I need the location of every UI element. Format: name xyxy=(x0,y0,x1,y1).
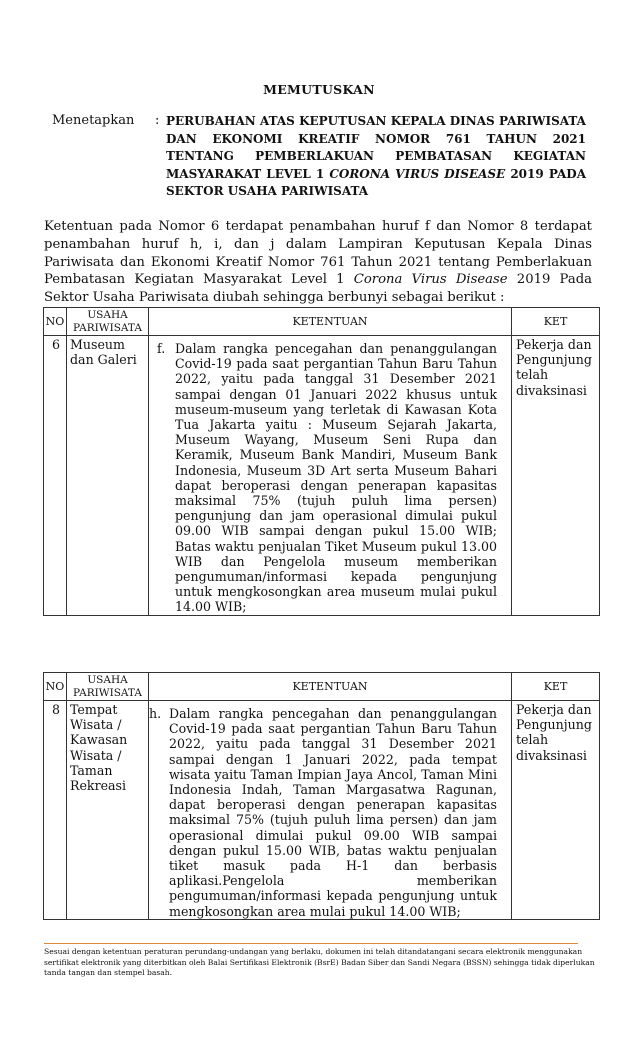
decision-title-part-1: PERUBAHAN ATAS KEPUTUSAN KEPALA DINAS PARIWISATA DAN EKONOMI KREATIF NOMOR 761 TAHUN 2021 TENTANG PEMBERLAKUAN PEMBATASAN KEGIATAN MASYARAKAT LEVEL 1 xyxy=(166,114,586,181)
item-text: Dalam rangka pencegahan dan penanggulangan Covid-19 pada saat pergantian Tahun Baru Tahun 2022, yaitu pada tanggal 31 Desember 2021 sampai dengan 1 Januari 2022, pada tempat wisata yaitu Taman Impian Jaya Ancol, Taman Mini Indonesia Indah, Taman Margasatwa Ragunan, dapat beroperasi dengan penerapan kapasitas maksimal 75% (tujuh puluh lima persen) dan jam operasional dimulai pukul 09.00 WIB sampai dengan pukul 15.00 WIB, batas waktu penjualan tiket masuk pada H-1 dan berbasis aplikasi.Pengelola memberikan pengumuman/informasi kepada pengunjung untuk mengkosongkan area mulai pukul 14.00 WIB; xyxy=(169,706,497,919)
footer-note: Sesuai dengan ketentuan peraturan perundang-undangan yang berlaku, dokumen ini telah ditandatangani secara elektronik menggunakan sertifikat elektronik yang diterbitkan oleh Balai Sertifikasi Elektronik (BsrE) Badan Siber dan Sandi Negara (BSSN) sehingga tidak diperlukan tanda tangan dan stempel basah. xyxy=(44,947,595,977)
header-usaha: USAHA PARIWISATA xyxy=(67,308,149,336)
table-row xyxy=(44,701,600,920)
intro-part-1: Ketentuan pada Nomor 6 terdapat penambahan huruf f dan Nomor 8 terdapat penambahan huruf h, i, dan j dalam Lampiran Keputusan Kepala Dinas Pariwisata dan Ekonomi Kreatif Nomor 761 Tahun 2021 tentang Pemberlakuan Pembatasan Kegiatan Masyarakat Level 1 xyxy=(44,219,592,288)
decision-title-part-2: 2019 PADA SEKTOR USAHA PARIWISATA xyxy=(166,166,587,198)
row-no: 8 xyxy=(44,701,67,920)
row-ket: Pekerja dan Pengunjung telah divaksinasi xyxy=(512,336,600,616)
rules-table-2 xyxy=(43,672,600,920)
decision-title xyxy=(166,113,586,201)
header-ket: KET xyxy=(512,308,600,336)
footer-divider xyxy=(44,943,578,944)
row-ket: Pekerja dan Pengunjung telah divaksinasi xyxy=(512,701,600,920)
row-ketentuan xyxy=(149,336,512,616)
decision-title-italic: CORONA VIRUS DISEASE xyxy=(329,166,506,181)
row-usaha: Museum dan Galeri xyxy=(67,336,149,616)
intro-italic: Corona Virus Disease xyxy=(353,272,508,288)
decision-colon: : xyxy=(155,113,160,128)
item-marker: h. xyxy=(149,706,162,721)
table-row xyxy=(44,336,600,616)
item-marker: f. xyxy=(157,341,166,356)
page-heading: MEMUTUSKAN xyxy=(263,82,375,97)
intro-paragraph xyxy=(44,218,592,307)
decision-label: Menetapkan xyxy=(52,113,135,128)
header-no: NO xyxy=(44,673,67,701)
intro-part-2: 2019 Pada Sektor Usaha Pariwisata diubah sehingga berbunyi sebagai berikut : xyxy=(44,272,592,306)
row-ketentuan xyxy=(149,701,512,920)
item-text: Dalam rangka pencegahan dan penanggulangan Covid-19 pada saat pergantian Tahun Baru Tahun 2022, yaitu pada tanggal 31 Desember 2021 sampai dengan 01 Januari 2022 khusus untuk museum-museum yang terletak di Kawasan Kota Tua Jakarta yaitu : Museum Sejarah Jakarta, Museum Wayang, Museum Seni Rupa dan Keramik, Museum Bank Mandiri, Museum Bank Indonesia, Museum 3D Art serta Museum Bahari dapat beroperasi dengan penerapan kapasitas maksimal 75% (tujuh puluh lima persen) pengunjung dan jam operasional dimulai pukul 09.00 WIB sampai dengan pukul 15.00 WIB; Batas waktu penjualan Tiket Museum pukul 13.00 WIB dan Pengelola museum memberikan pengumuman/informasi kepada pengunjung untuk mengkosongkan area museum mulai pukul 14.00 WIB; xyxy=(175,341,497,615)
header-ketentuan: KETENTUAN xyxy=(149,308,512,336)
header-ketentuan: KETENTUAN xyxy=(149,673,512,701)
table-header-row xyxy=(44,308,600,336)
header-no: NO xyxy=(44,308,67,336)
header-ket: KET xyxy=(512,673,600,701)
header-usaha: USAHA PARIWISATA xyxy=(67,673,149,701)
row-usaha: Tempat Wisata / Kawasan Wisata / Taman Rekreasi xyxy=(67,701,149,920)
row-no: 6 xyxy=(44,336,67,616)
table-header-row xyxy=(44,673,600,701)
rules-table-1 xyxy=(43,307,600,616)
